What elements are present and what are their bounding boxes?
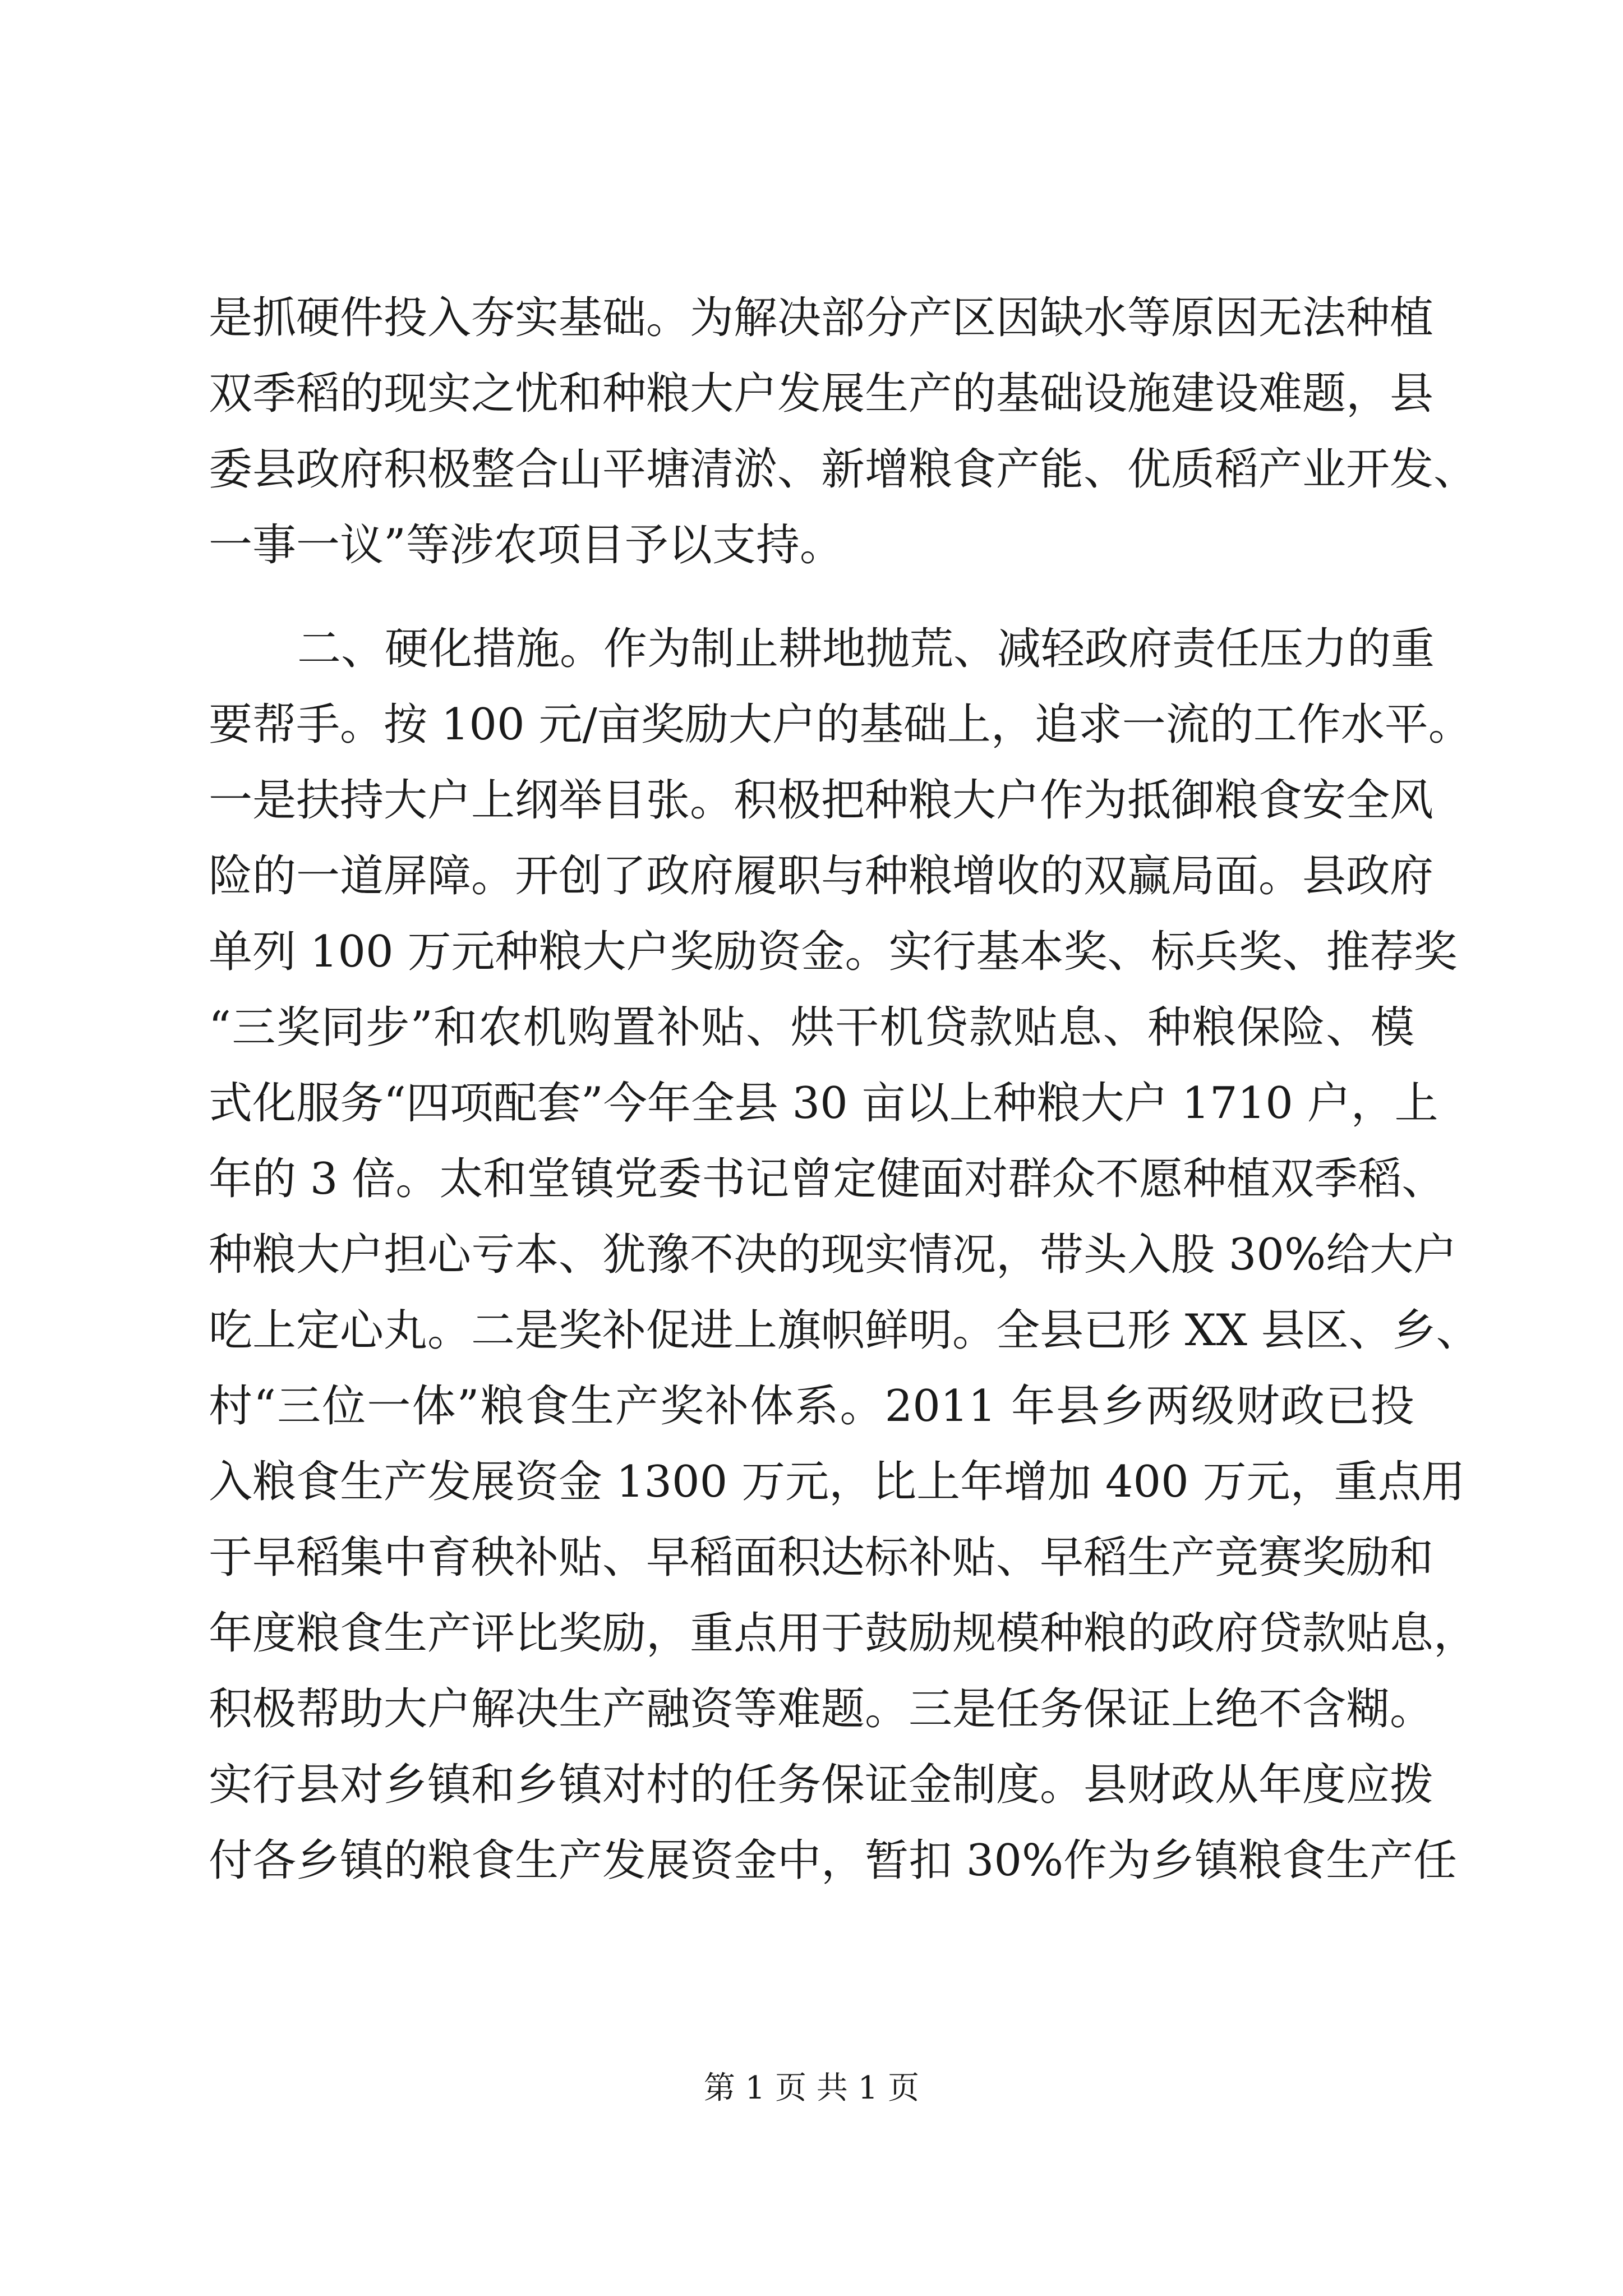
text-line: 险的一道屏障。开创了政府履职与种粮增收的双赢局面。县政府 [209,851,1434,901]
text-line: 实行县对乡镇和乡镇对村的任务保证金制度。县财政从年度应拨 [209,1760,1434,1810]
text-line: 年的 3 倍。太和堂镇党委书记曾定健面对群众不愿种植双季稻、 [209,1154,1446,1204]
paragraph-2 [209,611,1480,1899]
text-line: 二、硬化措施。作为制止耕地抛荒、减轻政府责任压力的重 [297,624,1435,674]
text-line: 吃上定心丸。二是奖补促进上旗帜鲜明。全县已形 XX 县区、乡、 [209,1305,1480,1356]
text-line: 单列 100 万元种粮大户奖励资金。实行基本奖、标兵奖、推荐奖 [209,927,1458,977]
body-text [209,280,1480,1899]
text-line: “三奖同步”和农机购置补贴、烘干机贷款贴息、种粮保险、模 [209,1002,1414,1053]
text-line: 一是扶持大户上纲举目张。积极把种粮大户作为抵御粮食安全风 [209,775,1434,826]
text-line: 种粮大户担心亏本、犹豫不决的现实情况，带头入股 30%给大户 [209,1230,1458,1280]
page-number-footer: 第 1 页 共 1 页 [703,2070,920,2106]
text-line: 双季稻的现实之忧和种粮大户发展生产的基础设施建设难题，县 [209,369,1434,419]
text-line: 是抓硬件投入夯实基础。为解决部分产区因缺水等原因无法种植 [209,293,1434,343]
paragraph-1 [209,280,1478,583]
text-line: 委县政府积极整合山平塘清淤、新增粮食产能、优质稻产业开发、 [209,444,1478,495]
text-line: 一事一议”等涉农项目予以支持。 [209,520,843,570]
paragraph-gap [209,583,1414,611]
text-line: 积极帮助大户解决生产融资等难题。三是任务保证上绝不含糊。 [209,1684,1434,1734]
text-line: 村“三位一体”粮食生产奖补体系。2011 年县乡两级财政已投 [209,1381,1414,1432]
text-line: 要帮手。按 100 元/亩奖励大户的基础上，追求一流的工作水平。 [209,700,1472,750]
text-line: 付各乡镇的粮食生产发展资金中，暂扣 30%作为乡镇粮食生产任 [209,1835,1458,1886]
text-line: 式化服务“四项配套”今年全县 30 亩以上种粮大户 1710 户，上 [209,1078,1438,1129]
text-line: 入粮食生产发展资金 1300 万元，比上年增加 400 万元，重点用 [209,1457,1465,1507]
text-line: 于早稻集中育秧补贴、早稻面积达标补贴、早稻生产竞赛奖励和 [209,1533,1434,1583]
text-line: 年度粮食生产评比奖励，重点用于鼓励规模种粮的政府贷款贴息， [209,1608,1478,1659]
